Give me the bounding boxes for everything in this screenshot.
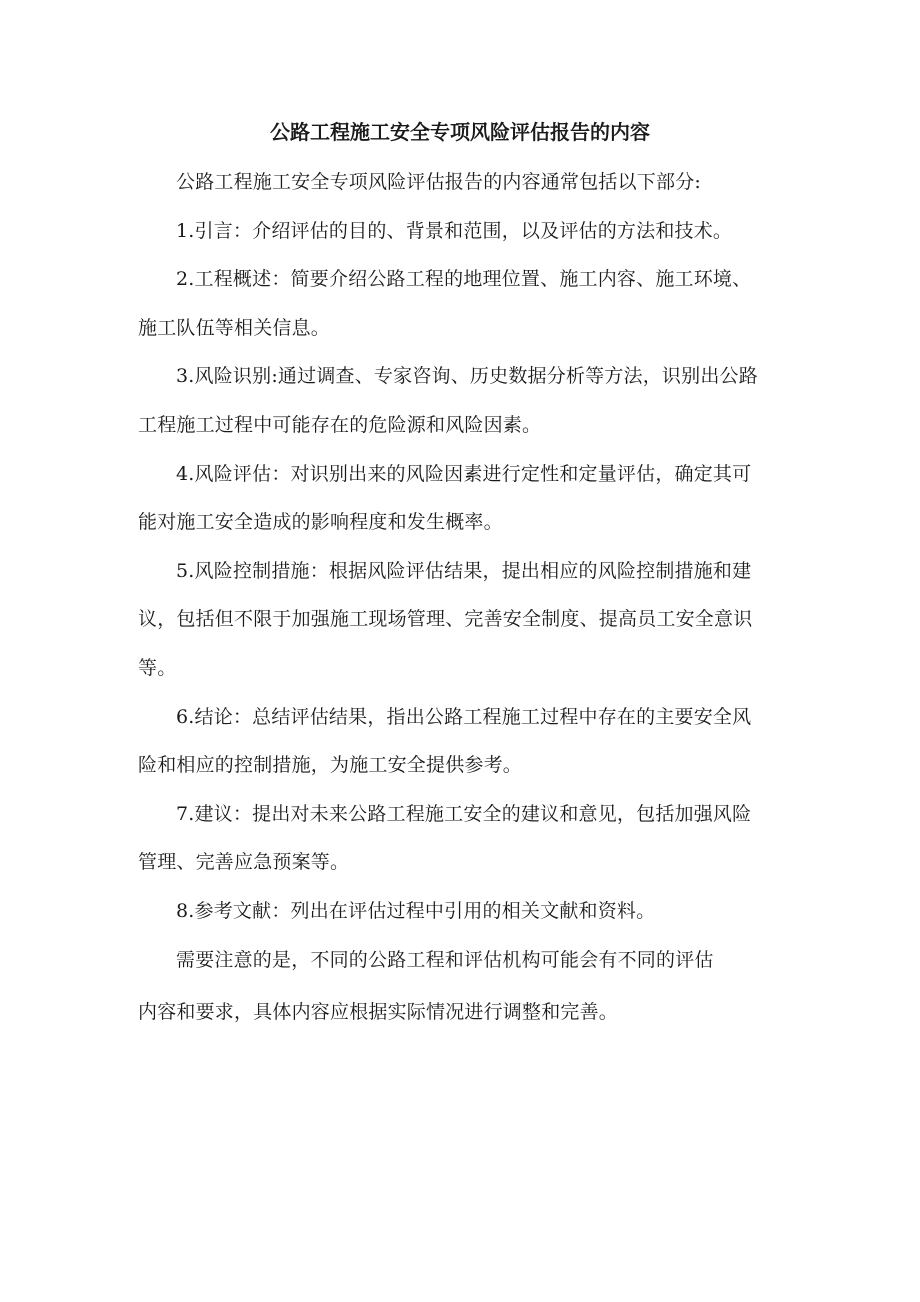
item-paragraph-6 xyxy=(138,693,788,790)
item-paragraph-5 xyxy=(138,547,788,693)
item-6-line-2: 险和相应的控制措施，为施工安全提供参考。 xyxy=(138,754,523,777)
item-5-line-1: 5.风险控制措施：根据风险评估结果，提出相应的风险控制措施和建 xyxy=(176,559,752,582)
note-line-2: 内容和要求，具体内容应根据实际情况进行调整和完善。 xyxy=(138,1001,619,1024)
document-body xyxy=(138,158,788,1037)
item-2-line-2: 施工队伍等相关信息。 xyxy=(138,316,331,339)
item-4-line-2: 能对施工安全造成的影响程度和发生概率。 xyxy=(138,511,503,534)
intro-line: 公路工程施工安全专项风险评估报告的内容通常包括以下部分: xyxy=(176,171,702,193)
item-3-line-2: 工程施工过程中可能存在的危险源和风险因素。 xyxy=(138,413,542,436)
item-4-line-1: 4.风险评估：对识别出来的风险因素进行定性和定量评估，确定其可 xyxy=(176,462,752,485)
note-paragraph xyxy=(138,936,788,1037)
item-7-line-1: 7.建议：提出对未来公路工程施工安全的建议和意见，包括加强风险 xyxy=(176,802,752,825)
item-paragraph-1 xyxy=(138,207,788,256)
item-5-line-2: 议，包括但不限于加强施工现场管理、完善安全制度、提高员工安全意识 xyxy=(138,608,753,631)
item-5-line-3: 等。 xyxy=(138,656,177,679)
item-paragraph-8 xyxy=(138,887,788,936)
item-7-line-2: 管理、完善应急预案等。 xyxy=(138,851,350,874)
item-paragraph-4 xyxy=(138,450,788,547)
document-title: 公路工程施工安全专项风险评估报告的内容 xyxy=(270,120,650,144)
item-paragraph-7 xyxy=(138,790,788,887)
intro-paragraph xyxy=(138,158,788,207)
item-1-line-1: 1.引言：介绍评估的目的、背景和范围，以及评估的方法和技术。 xyxy=(176,219,733,242)
item-8-line-1: 8.参考文献：列出在评估过程中引用的相关文献和资料。 xyxy=(176,899,656,922)
item-3-line-1: 3.风险识别:通过调查、专家咨询、历史数据分析等方法，识别出公路 xyxy=(176,365,758,388)
item-paragraph-3 xyxy=(138,352,788,449)
item-6-line-1: 6.结论：总结评估结果，指出公路工程施工过程中存在的主要安全风 xyxy=(176,705,752,728)
item-paragraph-2 xyxy=(138,255,788,352)
note-line-1: 需要注意的是，不同的公路工程和评估机构可能会有不同的评估 xyxy=(176,948,714,971)
item-2-line-1: 2.工程概述：简要介绍公路工程的地理位置、施工内容、施工环境、 xyxy=(176,268,752,291)
